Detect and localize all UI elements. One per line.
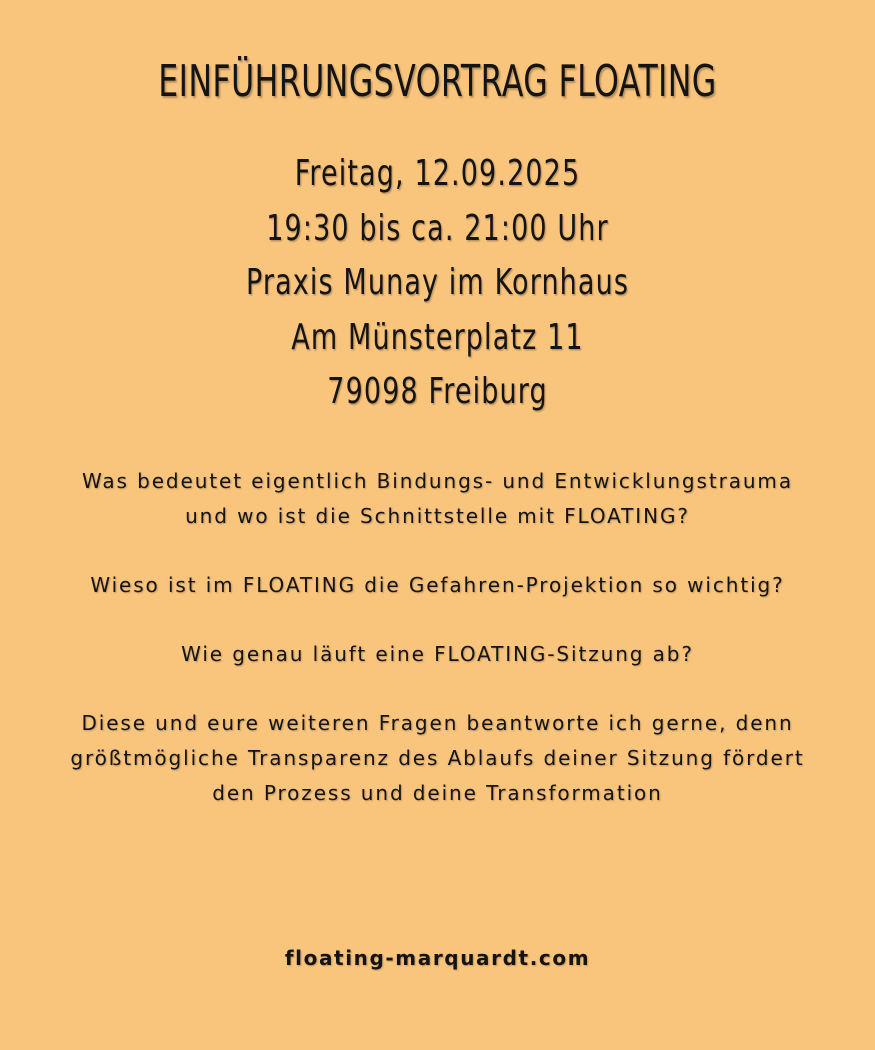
event-street: Am Münsterplatz 11 bbox=[291, 316, 584, 358]
event-city: 79098 Freiburg bbox=[327, 371, 548, 412]
website-link[interactable]: floating-marquardt.com bbox=[284, 946, 591, 970]
event-venue: Praxis Munay im Kornhaus bbox=[245, 262, 630, 303]
poster-title: EINFÜHRUNGSVORTRAG FLOATING bbox=[158, 56, 717, 107]
event-date: Freitag, 12.09.2025 bbox=[294, 153, 581, 194]
closing-statement: Diese und eure weiteren Fragen beantworte ich gerne, denn größtmögliche Transparenz des Ablaufs deiner Sitzung fördert den Prozess und deine Transformation bbox=[70, 711, 805, 805]
event-time: 19:30 bis ca. 21:00 Uhr bbox=[266, 207, 609, 249]
question-projection: Wieso ist im FLOATING die Gefahren-Projektion so wichtig? bbox=[90, 573, 785, 597]
question-trauma: Was bedeutet eigentlich Bindungs- und Entwicklungstrauma und wo ist die Schnittstelle mit FLOATING? bbox=[82, 469, 793, 528]
description bbox=[60, 464, 815, 811]
question-session: Wie genau läuft eine FLOATING-Sitzung ab? bbox=[181, 642, 694, 666]
event-details bbox=[0, 147, 875, 420]
